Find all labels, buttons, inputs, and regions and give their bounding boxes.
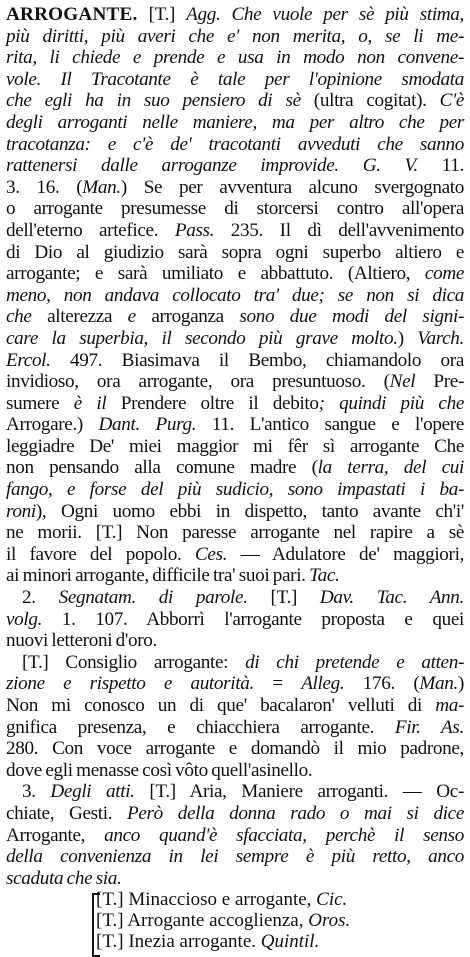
text-line: ARROGANTE. [T.] Agg. Che vuole per sè più stima, xyxy=(6,4,464,25)
text-line: gnifica presenza, e chiacchiera arrogante. Fir. As. xyxy=(6,716,464,738)
list-item-text: Inezia arrogante. xyxy=(128,931,256,953)
text-line: ai minori arrogante, difficile tra' suoi pari. Tac. xyxy=(6,565,340,587)
text-line: rattenersi dalle arroganze improvide. G. V. 11. xyxy=(6,155,465,177)
text-line: vole. Il Tracotante è tale per l'opinione smodata xyxy=(6,68,464,90)
text-line: di Dio al giudizio sarà sopra ogni superbo altiero e xyxy=(6,241,464,263)
text-line: care la superbia, il secondo più grave molto.) Varch. xyxy=(6,327,464,349)
text-line: arrogante; e sarà umiliato e abbattuto. (Altiero, come xyxy=(6,263,464,285)
text-line: chiate, Gesti. Però della donna rado o mai si dice xyxy=(6,802,465,824)
text-line: il favore del popolo. Ces. — Adulatore de' maggiori, xyxy=(6,543,465,565)
list-item-source: Cic. xyxy=(316,889,348,911)
list-item-text: Minaccioso e arrogante, xyxy=(128,889,312,911)
text-line: tracotanza: e c'è de' tracotanti avveduti che sanno xyxy=(6,133,464,155)
text-line: che egli ha in suo pensiero di sè (ultra cogitat). C'è xyxy=(6,90,464,112)
text-line: Arrogare.) Dant. Purg. 11. L'antico sangue e l'opere xyxy=(6,414,464,436)
headword: ARROGANTE. xyxy=(6,4,138,25)
text-line: [T.] Consiglio arrogante: di chi pretende e atten- xyxy=(22,651,464,673)
text-line: che alterezza e arroganza sono due modi del signi- xyxy=(6,306,464,328)
text-line: scaduta che sia. xyxy=(6,867,122,889)
list-item-source: Quintil. xyxy=(260,931,320,953)
text-line: 280. Con voce arrogante e domandò il mio padrone, xyxy=(6,738,464,760)
list-item xyxy=(88,910,464,931)
text-line: dove egli menasse così vôto quell'asinello. xyxy=(6,759,313,781)
list-item-tag: [T.] xyxy=(96,910,124,932)
text-line: più diritti, più averi che e' non merita, o, se li me- xyxy=(6,25,464,47)
text-line: 3. Degli atti. [T.] Aria, Maniere arroganti. — Oc- xyxy=(22,781,464,803)
text-line: nuovi letteroni d'oro. xyxy=(6,630,157,652)
text-line: rita, li chiede e prende e usa in modo non convene- xyxy=(6,47,464,69)
examples-list xyxy=(6,889,464,952)
text-line: 3. 16. (Man.) Se per avventura alcuno svergognato xyxy=(6,176,464,198)
text-line: zione e rispetto e autorità. = Alleg. 176. (Man.) xyxy=(6,673,464,695)
text-line: dell'eterno artefice. Pass. 235. Il dì dell'avvenimento xyxy=(6,219,464,241)
text-line: ne morii. [T.] Non paresse arrogante nel rapire a sè xyxy=(6,522,464,544)
text-line: Ercol. 497. Biasimava il Bembo, chiamandolo ora xyxy=(6,349,464,371)
list-item-text: Arrogante accoglienza, xyxy=(127,910,304,932)
text-line: leggiadre De' miei maggior mi fêr sì arrogante Che xyxy=(6,435,464,457)
list-item-source: Oros. xyxy=(308,910,351,932)
list-item-tag: [T.] xyxy=(96,931,124,953)
text-line: Arrogante, anco quand'è sfacciata, perchè il senso xyxy=(6,824,464,846)
list-item xyxy=(88,931,464,952)
list-item-tag: [T.] xyxy=(96,889,124,911)
text-line: 2. Segnatam. di parole. [T.] Dav. Tac. Ann. xyxy=(22,587,464,609)
list-item xyxy=(88,889,464,910)
text-line: roni), Ogni uomo ebbi in dispetto, tanto avante ch'i' xyxy=(6,500,464,522)
text-line: Non mi conosco un di que' bacalaron' velluti di ma- xyxy=(6,695,464,716)
text-line: o arrogante presumesse di storcersi contro all'opera xyxy=(6,198,464,220)
text-line: invidioso, ora arrogante, ora presuntuoso. (Nel Pre- xyxy=(6,371,464,393)
text-line: meno, non andava collocato tra' due; se non si dica xyxy=(6,284,464,306)
text-line: sumere è il Prendere oltre il debito; quindi più che xyxy=(6,392,464,414)
text-line: non pensando alla comune madre (la terra, del cui xyxy=(6,457,464,479)
dictionary-entry xyxy=(6,4,464,889)
text-line: volg. 1. 107. Abborrì l'arrogante proposta e quei xyxy=(6,608,464,630)
text-line: fango, e forse del più sudicio, sono impastati i ba- xyxy=(6,479,464,501)
text-line: della convenienza in lei sempre è più retto, anco xyxy=(6,846,464,868)
text-line: degli arroganti nelle maniere, ma per altro che per xyxy=(6,111,464,133)
